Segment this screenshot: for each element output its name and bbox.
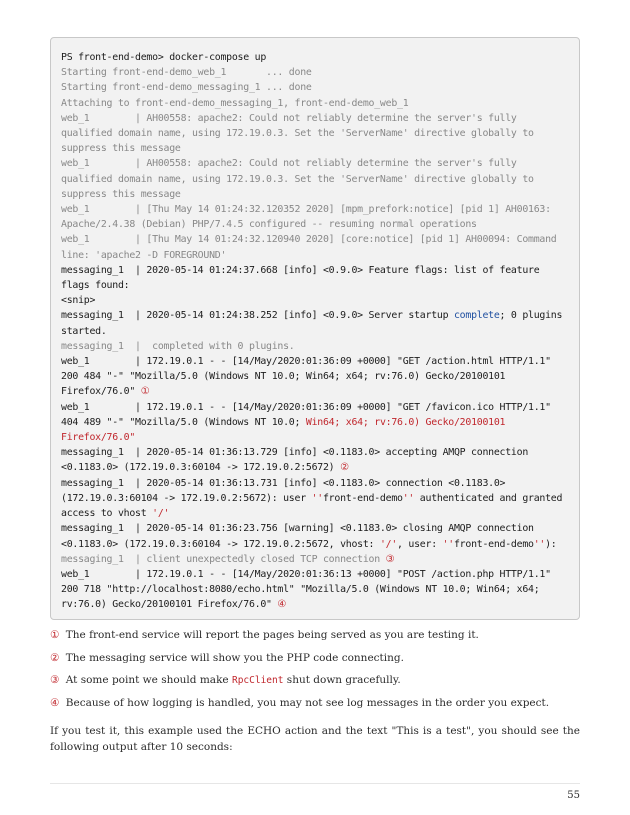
log-text: '' — [533, 538, 546, 550]
log-text: '/' — [379, 538, 398, 550]
log-line — [61, 476, 569, 522]
callout-notes — [50, 628, 580, 718]
log-text: web_1 | AH00558: apache2: Could not reliably determine the server's fully qualified domain name, using 172.19.0.3. Set the 'ServerName' directive globally to suppress this message — [61, 158, 540, 200]
log-line — [61, 552, 569, 567]
log-text: messaging_1 | 2020-05-14 01:24:37.668 [info] <0.9.0> Feature flags: list of feature flags found: — [61, 264, 546, 292]
callout-text: The front-end service will report the pages being served as you are testing it. — [65, 629, 479, 641]
log-line — [61, 202, 569, 232]
body-paragraph: If you test it, this example used the ECHO action and the text "This is a test", you should see the following output after 10 seconds: — [50, 725, 580, 753]
callout-text-after: shut down gracefully. — [283, 674, 401, 687]
log-line — [61, 50, 569, 65]
log-text: front-end-demo — [453, 538, 534, 550]
log-line — [61, 80, 569, 95]
inline-code-rpcclient: RpcClient — [231, 675, 284, 687]
log-line — [61, 339, 569, 354]
log-text: messaging_1 | 2020-05-14 01:36:13.729 [info] <0.1183.0> accepting AMQP connection <0.1183.0> (172.19.0.3:60104 -> 172.19.0.2:5672) — [61, 447, 534, 474]
callout-text-before: At some point we should make — [65, 674, 232, 687]
log-text: ): — [545, 538, 557, 550]
log-text: Attaching to front-end-demo_messaging_1, front-end-demo_web_1 — [61, 97, 409, 109]
log-text: web_1 | [Thu May 14 01:24:32.120352 2020] [mpm_prefork:notice] [pid 1] AH00163: Apache/2.4.38 (Debian) PHP/7.4.5 configured -- resuming normal operations — [61, 204, 557, 231]
log-line — [61, 400, 569, 446]
callout-note-1 — [50, 628, 580, 643]
log-text: , user: — [397, 538, 443, 550]
log-text: Starting front-end-demo_messaging_1 ... done — [61, 82, 312, 94]
log-line — [61, 567, 569, 613]
log-text: PS front-end-demo> docker-compose up — [61, 52, 267, 63]
log-line — [61, 65, 569, 80]
log-line — [61, 445, 569, 475]
log-text: authenticated and granted access to vhost — [61, 492, 568, 520]
log-text: messaging_1 | 2020-05-14 01:24:38.252 [info] <0.9.0> Server startup — [61, 310, 454, 322]
callout-marker: ① — [50, 629, 60, 641]
callout-marker: ③ — [385, 553, 395, 565]
callout-marker: ④ — [50, 696, 60, 709]
callout-marker: ③ — [50, 674, 60, 687]
log-text: ; 0 plugins started. — [61, 310, 568, 337]
log-text: complete — [453, 310, 500, 322]
log-line — [61, 263, 569, 293]
log-line — [61, 293, 569, 308]
log-line — [61, 354, 569, 400]
log-text: web_1 | 172.19.0.1 - - [14/May/2020:01:36:13 +0000] "POST /action.php HTTP/1.1" 200 718 "http://localhost:8080/echo.html" "Mozilla/5.0 (Windows NT 10.0; Win64; x64; rv:76.0) Gecko/20100101 Firefox/76.0" — [61, 568, 557, 611]
callout-marker: ② — [50, 651, 60, 664]
log-text: '' — [402, 492, 415, 504]
log-text: web_1 | 172.19.0.1 - - [14/May/2020:01:36:09 +0000] "GET /action.html HTTP/1.1" 200 484 "-" "Mozilla/5.0 (Windows NT 10.0; Win64; x64; rv:76.0) Gecko/20100101 Firefox/76.0" — [61, 356, 557, 398]
log-line — [61, 232, 569, 262]
log-text: web_1 | AH00558: apache2: Could not reliably determine the server's fully qualified domain name, using 172.19.0.3. Set the 'ServerName' directive globally to suppress this message — [61, 112, 540, 155]
log-text: web_1 | [Thu May 14 01:24:32.120940 2020] [core:notice] [pid 1] AH00094: Command line: 'apache2 -D FOREGROUND' — [61, 234, 563, 261]
page-number: 55 — [567, 790, 580, 801]
log-text: messaging_1 | 2020-05-14 01:36:23.756 [warning] <0.1183.0> closing AMQP connection <0.1183.0> (172.19.0.3:60104 -> 172.19.0.2:5672, vhost: — [61, 523, 540, 550]
log-line — [61, 111, 569, 157]
log-text: '/' — [152, 508, 170, 520]
callout-note-3 — [50, 673, 580, 688]
log-text: Win64; x64; rv:76.0) Gecko/20100101 Firefox/76.0" — [61, 416, 511, 444]
callout-marker: ② — [340, 462, 349, 474]
callout-note-2 — [50, 651, 580, 666]
log-text: messaging_1 | completed with 0 plugins. — [61, 340, 295, 352]
log-text: '' — [311, 492, 323, 504]
log-text: '' — [442, 538, 454, 550]
callout-text: Because of how logging is handled, you may not see log messages in the order you expect. — [65, 696, 550, 709]
callout-text: The messaging service will show you the PHP code connecting. — [65, 651, 404, 664]
callout-note-4 — [50, 696, 580, 711]
callout-marker: ① — [140, 386, 150, 398]
log-line — [61, 96, 569, 111]
terminal-output-code-block — [50, 37, 580, 620]
log-line — [61, 521, 569, 551]
log-text: messaging_1 | client unexpectedly closed TCP connection — [61, 553, 386, 565]
log-text: <snip> — [61, 295, 96, 307]
log-text: front-end-demo — [322, 492, 403, 504]
log-line — [61, 308, 569, 338]
footer-divider — [50, 783, 580, 784]
log-text: messaging_1 | 2020-05-14 01:36:13.731 [info] <0.1183.0> connection <0.1183.0> (172.19.0.3:60104 -> 172.19.0.2:5672): user — [61, 477, 511, 504]
callout-marker: ④ — [277, 599, 287, 611]
log-line — [61, 156, 569, 202]
log-text: web_1 | 172.19.0.1 - - [14/May/2020:01:36:09 +0000] "GET /favicon.ico HTTP/1.1" 404 489 "-" "Mozilla/5.0 (Windows NT 10.0; — [61, 401, 557, 428]
log-text: Starting front-end-demo_web_1 ... done — [61, 67, 312, 79]
